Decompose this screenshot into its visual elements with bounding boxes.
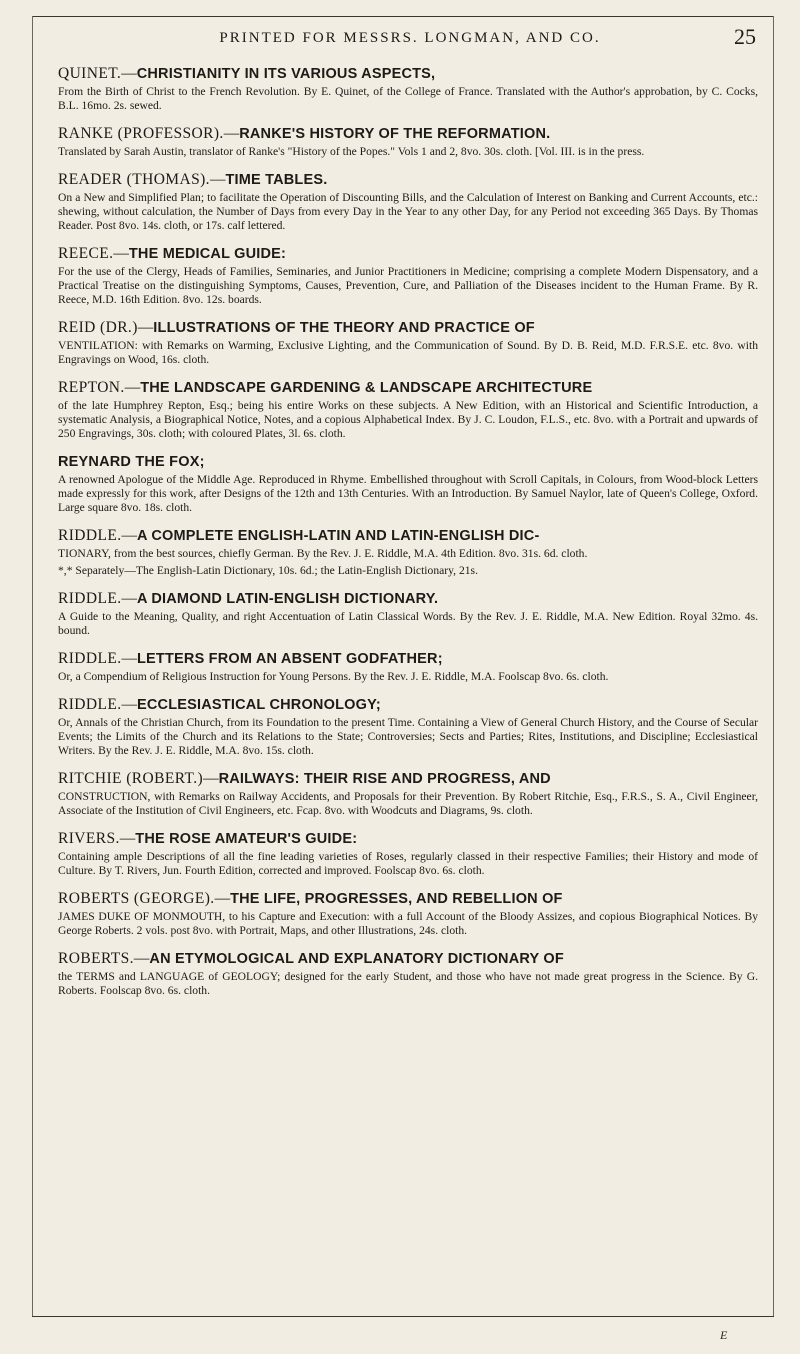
catalogue-entry (58, 378, 758, 441)
entry-author: REECE. (58, 245, 114, 262)
right-border-rule (773, 16, 774, 1316)
entry-title: AN ETYMOLOGICAL AND EXPLANATORY DICTIONARY OF (149, 951, 564, 967)
entry-description: CONSTRUCTION, with Remarks on Railway Accidents, and Proposals for their Prevention. By Robert Ritchie, Esq., F.R.S., S. A., Civil Engineer, Associate of the Institution of Civil Engineers, etc. Fcap. 8vo. with Woodcuts and Diagrams, 9s. cloth. (58, 790, 758, 817)
catalogue-entry (58, 170, 758, 233)
catalogue-entry (58, 949, 758, 998)
entry-title: RANKE'S HISTORY OF THE REFORMATION. (239, 126, 551, 142)
entry-dash: — (121, 527, 137, 544)
catalogue-entry (58, 889, 758, 938)
catalogue-entry (58, 124, 758, 159)
entry-title: ECCLESIASTICAL CHRONOLOGY; (137, 697, 381, 713)
catalogue-entry (58, 769, 758, 818)
entry-author: ROBERTS. (58, 950, 134, 967)
catalogue-entry (58, 526, 758, 578)
entry-heading (58, 589, 758, 609)
entry-heading (58, 170, 758, 190)
entry-title: REYNARD THE FOX; (58, 454, 205, 470)
entry-author: RIDDLE. (58, 590, 122, 607)
entry-title: TIME TABLES. (225, 172, 328, 188)
entry-author: RIDDLE. (58, 696, 122, 713)
entry-author: RIVERS. (58, 830, 120, 847)
entry-author: RIDDLE. (58, 527, 122, 544)
entry-heading (58, 695, 758, 715)
entry-heading (58, 949, 758, 969)
entry-dash: — (214, 890, 231, 907)
entry-author: ROBERTS (GEORGE). (58, 890, 215, 907)
entry-description: On a New and Simplified Plan; to facilitate the Operation of Discounting Bills, and the Calculation of Interest on Banking and Current Accounts, etc.: shewing, without calculation, the Number of Days from every Day in the Year to any other Day, for any Period not exceeding 365 Days. By Thomas Reader. Post 8vo. 14s. cloth, or 17s. calf lettered. (58, 191, 758, 232)
catalogue-entry (58, 64, 758, 113)
catalogue-entry (58, 695, 758, 758)
entry-title: A DIAMOND LATIN-ENGLISH DICTIONARY. (137, 591, 439, 607)
entry-heading (58, 452, 758, 472)
entry-heading (58, 526, 758, 546)
entry-dash: — (121, 696, 137, 713)
entry-title: THE LANDSCAPE GARDENING & LANDSCAPE ARCHITECTURE (140, 380, 593, 396)
catalogue-entry (58, 589, 758, 638)
entry-heading (58, 64, 758, 84)
entry-dash: — (121, 65, 137, 82)
entry-dash: — (133, 950, 150, 967)
entry-heading (58, 378, 758, 398)
entry-author: REID (DR.) (58, 319, 138, 336)
entry-description: For the use of the Clergy, Heads of Families, Seminaries, and Junior Practitioners in Medicine; comprising a complete Modern Dispensatory, and a Practical Treatise on the distinguishing Symptoms, Causes, Prevention, Cure, and Palliation of the Diseases incident to the Human Frame. By R. Reece, M.D. 16th Edition. 8vo. 12s. boards. (58, 265, 758, 306)
entry-dash: — (121, 650, 137, 667)
entry-dash: — (124, 379, 141, 396)
entry-dash: — (137, 319, 154, 336)
entry-description: Translated by Sarah Austin, translator of Ranke's "History of the Popes." Vols 1 and 2, 8vo. 30s. cloth. [Vol. III. is in the press. (58, 145, 645, 158)
entry-description: Or, a Compendium of Religious Instruction for Young Persons. By the Rev. J. E. Riddle, M.A. Foolscap 8vo. 6s. cloth. (58, 670, 609, 683)
entry-author: READER (THOMAS). (58, 171, 210, 188)
left-border-rule (32, 16, 33, 1316)
entry-heading (58, 889, 758, 909)
running-header (60, 26, 760, 56)
entry-heading (58, 649, 758, 669)
catalogue-entry (58, 318, 758, 367)
top-border-rule (32, 16, 774, 17)
entry-dash: — (119, 830, 136, 847)
entry-dash: — (209, 171, 226, 188)
entry-author: QUINET. (58, 65, 122, 82)
entry-description: VENTILATION: with Remarks on Warming, Exclusive Lighting, and the Communication of Sound. By D. B. Reid, M.D. F.R.S.E. etc. 8vo. with Engravings on Wood, 16s. cloth. (58, 339, 758, 366)
entry-description: A renowned Apologue of the Middle Age. Reproduced in Rhyme. Embellished throughout with Scroll Capitals, in Colours, from Wood-block Letters made expressly for this work, after Designs of the 12th and 13th Centuries. With an Introduction. By Samuel Naylor, late of Queen's College, Oxford. Large square 8vo. 18s. cloth. (58, 473, 758, 514)
entry-title: ILLUSTRATIONS OF THE THEORY AND PRACTICE OF (153, 320, 535, 336)
entry-author: RIDDLE. (58, 650, 122, 667)
catalogue-entry (58, 649, 758, 684)
entry-description: From the Birth of Christ to the French Revolution. By E. Quinet, of the College of France. Translated with the Author's approbation, by C. Cocks, B.L. 16mo. 2s. sewed. (58, 85, 758, 112)
running-title: PRINTED FOR MESSRS. LONGMAN, AND CO. (219, 30, 601, 46)
catalogue-entries (58, 64, 758, 1009)
signature-mark: E (720, 1328, 728, 1342)
entry-dash: — (113, 245, 129, 262)
entry-title: LETTERS FROM AN ABSENT GODFATHER; (137, 651, 443, 667)
entry-description: the TERMS and LANGUAGE of GEOLOGY; designed for the early Student, and those who have not made great progress in the Science. By G. Roberts. Foolscap 8vo. 6s. cloth. (58, 970, 758, 997)
catalogue-entry (58, 244, 758, 307)
entry-dash: — (203, 770, 219, 787)
catalogue-entry (58, 452, 758, 515)
entry-title: THE MEDICAL GUIDE: (128, 246, 287, 262)
entry-title: CHRISTIANITY IN ITS VARIOUS ASPECTS, (136, 66, 436, 82)
entry-title: RAILWAYS: THEIR RISE AND PROGRESS, AND (218, 771, 551, 787)
entry-heading (58, 244, 758, 264)
entry-title: THE LIFE, PROGRESSES, AND REBELLION OF (230, 891, 563, 907)
entry-heading (58, 124, 758, 144)
entry-description: Or, Annals of the Christian Church, from its Foundation to the present Time. Containing a View of General Church History, and the Course of Secular Events; the Limits of the Church and its Relations to the State; Controversies; Sects and Parties; Rites, Institutions, and Discipline; Ecclesiastical Writers. By the Rev. J. E. Riddle, M.A. 8vo. 15s. cloth. (58, 716, 758, 757)
entry-description: JAMES DUKE OF MONMOUTH, to his Capture and Execution: with a full Account of the Bloody Assizes, and copious Biographical Notices. By George Roberts. 2 vols. post 8vo. with Portrait, Maps, and other Illustrations, 24s. cloth. (58, 910, 758, 937)
entry-heading (58, 829, 758, 849)
entry-dash: — (121, 590, 137, 607)
entry-description: TIONARY, from the best sources, chiefly German. By the Rev. J. E. Riddle, M.A. 4th Edition. 8vo. 31s. 6d. cloth. (58, 547, 588, 560)
entry-author: REPTON. (58, 379, 125, 396)
entry-heading (58, 769, 758, 789)
entry-dash: — (223, 125, 240, 142)
catalogue-entry (58, 829, 758, 878)
bottom-border-rule (32, 1316, 774, 1317)
entry-title: A COMPLETE ENGLISH-LATIN AND LATIN-ENGLISH DIC- (137, 528, 540, 544)
entry-author: RANKE (PROFESSOR). (58, 125, 224, 142)
entry-description: of the late Humphrey Repton, Esq.; being his entire Works on these subjects. A New Edition, with an Historical and Scientific Introduction, a systematic Analysis, a Biographical Notice, Notes, and a copious Alphabetical Index. By J. C. Loudon, F.L.S., etc. 8vo. with a Portrait and upwards of 250 Engravings, 30s. cloth; with coloured Plates, 3l. 6s. cloth. (58, 399, 758, 440)
entry-author: RITCHIE (ROBERT.) (58, 770, 204, 787)
entry-heading (58, 318, 758, 338)
page-number: 25 (734, 24, 756, 49)
entry-note: *,* Separately—The English-Latin Dictionary, 10s. 6d.; the Latin-English Dictionary, 21s. (58, 564, 478, 577)
entry-description: A Guide to the Meaning, Quality, and right Accentuation of Latin Classical Words. By the Rev. J. E. Riddle, M.A. New Edition. Royal 32mo. 4s. bound. (58, 610, 758, 637)
entry-title: THE ROSE AMATEUR'S GUIDE: (135, 831, 358, 847)
entry-description: Containing ample Descriptions of all the fine leading varieties of Roses, regularly classed in their respective Families; their History and mode of Culture. By T. Rivers, Jun. Fourth Edition, corrected and improved. Foolscap 8vo. 6s. cloth. (58, 850, 758, 877)
